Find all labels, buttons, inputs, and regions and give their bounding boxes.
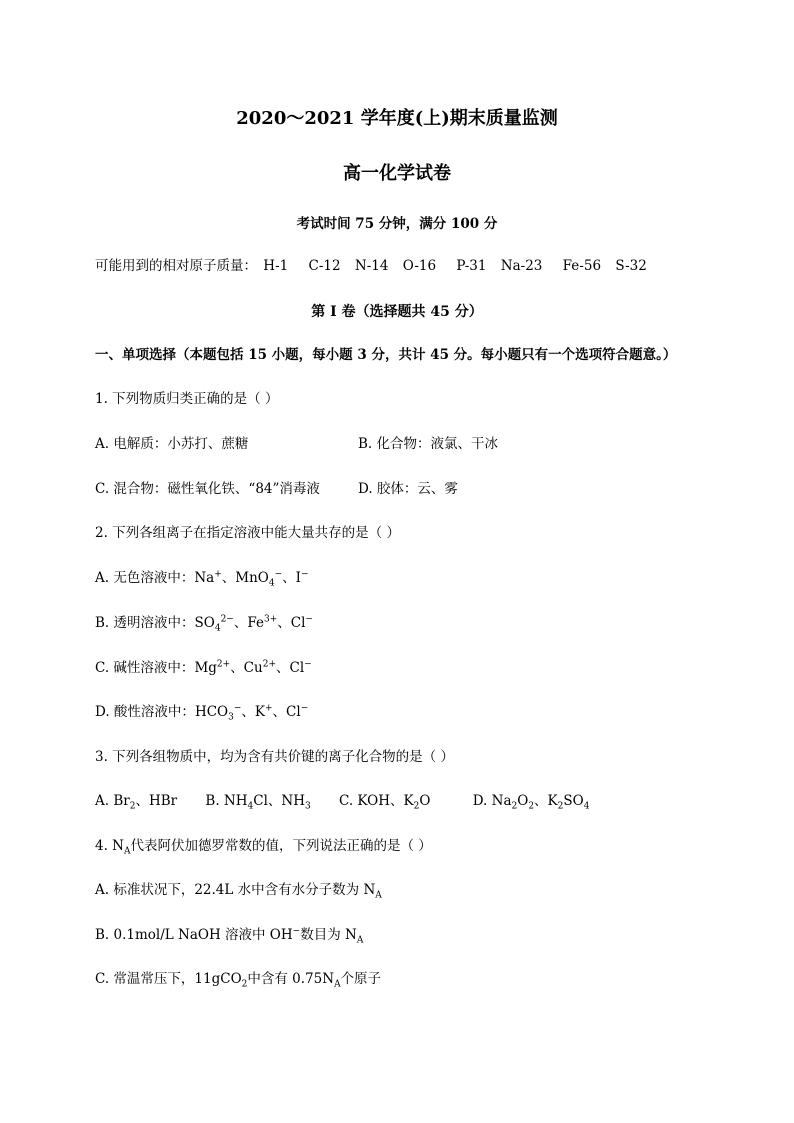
atomic-masses-label: 可能用到的相对原子质量： <box>95 258 257 274</box>
exam-title: 2020～2021 学年度(上)期末质量监测 <box>236 108 558 129</box>
atomic-masses <box>95 256 647 276</box>
q3-option-a: A. $Br_2$、HBr <box>95 793 178 812</box>
q1-option-b: B. 化合物：液氯、干冰 <box>358 436 499 452</box>
q1-option-c: C. 混合物：磁性氧化铁、“84”消毒液 <box>95 481 320 497</box>
exam-subtitle: 高一化学试卷 <box>343 163 451 184</box>
q2-stem: 2. 下列各组离子在指定溶液中能大量共存的是（ ） <box>95 525 400 541</box>
q4-option-a: A. 标准状况下，22.4L 水中含有水分子数为 $N_A$ <box>95 882 382 901</box>
section-instructions: 一、单项选择（本题包括 15 小题，每小题 3 分，共计 45 分。每小题只有一个选项符合题意。） <box>95 347 677 363</box>
q1-option-d: D. 胶体：云、雾 <box>358 481 458 497</box>
q4-option-b: B. 0.1mol/L NaOH 溶液中 OH−数目为 $N_A$ <box>95 926 364 946</box>
q2-option-c: C. 碱性溶液中：$Mg^{2+}$、$Cu^{2+}$、Cl− <box>95 659 312 676</box>
mass-p: P-31 <box>456 258 487 274</box>
mass-c: C-12 <box>308 258 341 274</box>
mass-o: O-16 <box>402 258 437 274</box>
q3-option-d: D. $Na_2O_2$、$K_2SO_4$ <box>472 793 590 812</box>
q1-stem: 1. 下列物质归类正确的是（ ） <box>95 391 279 407</box>
q3-options <box>95 791 589 811</box>
mass-na: Na-23 <box>500 258 543 274</box>
part1-title: 第 I 卷（选择题共 45 分） <box>311 304 483 320</box>
mass-fe: Fe-56 <box>562 258 602 274</box>
q1-option-a: A. 电解质：小苏打、蔗糖 <box>95 436 249 452</box>
mass-s: S-32 <box>615 258 647 274</box>
mass-h: H-1 <box>263 258 289 274</box>
q3-option-c: C. KOH、$K_2O$ <box>339 793 431 812</box>
q4-option-c: C. 常温常压下，11gCO$_2$中含有 $0.75N_A$个原子 <box>95 971 382 990</box>
q2-option-b: B. 透明溶液中：$SO_4^{2-}$、$Fe^{3+}$、Cl− <box>95 614 313 634</box>
q2-option-a: A. 无色溶液中：Na+、MnO$_4$−、I− <box>95 569 309 589</box>
q4-stem: 4. $N_A$代表阿伏加德罗常数的值，下列说法正确的是（ ） <box>95 838 432 857</box>
q3-stem: 3. 下列各组物质中，均为含有共价键的离子化合物的是（ ） <box>95 749 454 765</box>
mass-n: N-14 <box>354 258 389 274</box>
q2-option-d: D. 酸性溶液中：$HCO_3^-$、K+、Cl− <box>95 703 309 723</box>
exam-info: 考试时间 75 分钟，满分 100 分 <box>296 216 498 232</box>
q3-option-b: B. $NH_4Cl$、$NH_3$ <box>205 793 311 812</box>
